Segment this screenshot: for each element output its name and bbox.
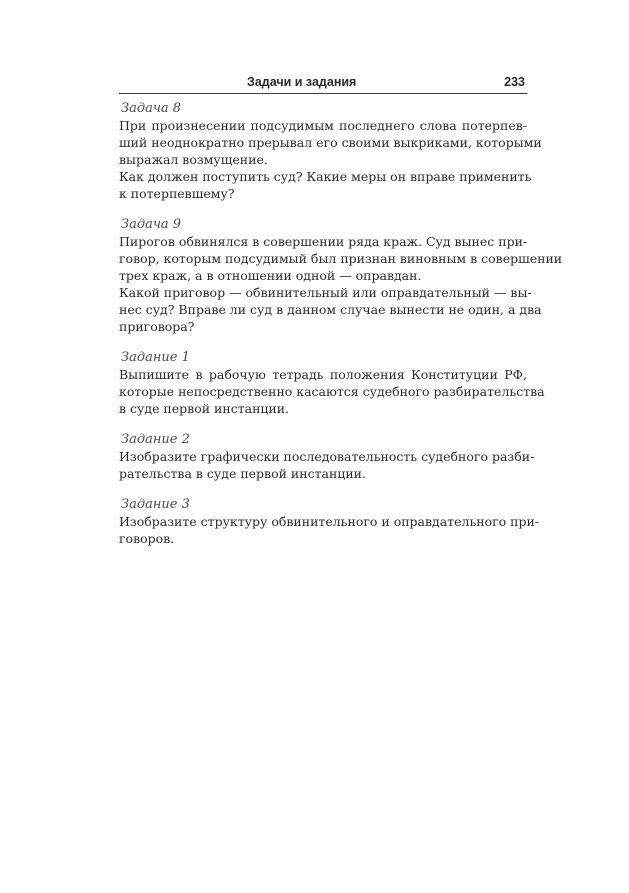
task-block	[119, 100, 542, 202]
task-heading: Задача 8	[121, 101, 182, 116]
text-line: При произнесении подсудимым последнего слова потерпев-	[119, 118, 527, 133]
assignment-block	[119, 431, 535, 482]
task-heading: Задача 9	[121, 217, 182, 232]
text-line: приговора?	[119, 319, 195, 334]
text-line: Пирогов обвинялся в совершении ряда краж. Суд вынес при-	[119, 234, 528, 249]
assignment-paragraph	[119, 513, 540, 547]
assignment-paragraph	[119, 366, 545, 417]
text-line: в суде первой инстанции.	[119, 401, 290, 416]
text-line: к потерпевшему?	[119, 186, 235, 201]
running-header	[119, 73, 527, 94]
text-line: Выпишите в рабочую тетрадь положения Конституции РФ,	[119, 367, 527, 382]
text-line: Какой приговор — обвинительный или оправдательный — вы-	[119, 285, 532, 300]
task-paragraph	[119, 233, 563, 284]
page-number: 233	[504, 75, 525, 89]
assignment-block	[119, 349, 545, 417]
text-line: говоров.	[119, 531, 175, 546]
text-line: Как должен поступить суд? Какие меры он вправе применить	[119, 169, 532, 184]
text-line: трех краж, а в отношении одной — оправдан.	[119, 268, 422, 283]
assignment-heading: Задание 1	[121, 350, 190, 365]
text-line: говор, которым подсудимый был признан виновным в совершении	[119, 251, 563, 266]
assignment-heading: Задание 2	[121, 432, 190, 447]
text-line: ший неоднократно прерывал его своими выкриками, которыми	[119, 135, 542, 150]
text-line: выражал возмущение.	[119, 152, 268, 167]
text-line: Изобразите структуру обвинительного и оправдательного при-	[119, 514, 540, 529]
assignment-paragraph	[119, 448, 535, 482]
text-line: которые непосредственно касаются судебного разбирательства	[119, 384, 545, 399]
task-paragraph	[119, 117, 542, 168]
task-paragraph	[119, 168, 532, 202]
text-line: рательства в суде первой инстанции.	[119, 466, 366, 481]
assignment-block	[119, 496, 540, 547]
running-header-title: Задачи и задания	[247, 75, 357, 89]
text-line: нес суд? Вправе ли суд в данном случае вынести не один, а два	[119, 302, 542, 317]
task-paragraph	[119, 284, 542, 335]
task-block	[119, 216, 563, 335]
assignment-heading: Задание 3	[121, 497, 190, 512]
text-line: Изобразите графически последовательность судебного разби-	[119, 449, 535, 464]
page-content	[119, 100, 563, 561]
